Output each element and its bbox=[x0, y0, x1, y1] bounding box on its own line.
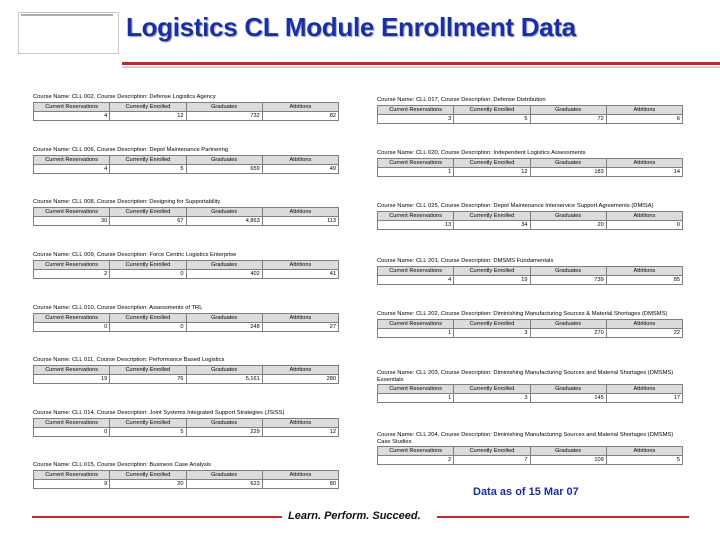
table-cell: 3 bbox=[378, 114, 454, 123]
table-header-row bbox=[34, 313, 339, 322]
table-cell: 4,863 bbox=[186, 216, 262, 225]
column-header: Currently Enrolled bbox=[454, 158, 530, 167]
table-cell: 3 bbox=[454, 394, 530, 403]
column-header: Attritions bbox=[262, 418, 338, 427]
table-cell: 12 bbox=[262, 427, 338, 436]
table-row bbox=[34, 269, 339, 278]
course-block bbox=[377, 203, 683, 230]
course-block bbox=[33, 94, 339, 121]
table-cell: 5 bbox=[110, 427, 186, 436]
table-row bbox=[34, 322, 339, 331]
course-block bbox=[377, 258, 683, 285]
table-cell: 5 bbox=[110, 164, 186, 173]
column-header: Graduates bbox=[530, 211, 606, 220]
column-header: Graduates bbox=[186, 260, 262, 269]
column-header: Currently Enrolled bbox=[110, 365, 186, 374]
table-cell: 49 bbox=[262, 164, 338, 173]
column-header: Current Reservations bbox=[34, 470, 110, 479]
column-header: Currently Enrolled bbox=[110, 260, 186, 269]
column-header: Attritions bbox=[606, 447, 682, 456]
course-caption: Course Name: CLL 204, Course Description: Diminishing Manufacturing Sources and Material Shortages (DMSMS) Case Studies bbox=[377, 432, 674, 445]
table-cell: 2 bbox=[34, 269, 110, 278]
table-row bbox=[34, 479, 339, 488]
table-cell: 248 bbox=[186, 322, 262, 331]
table-cell: 145 bbox=[530, 394, 606, 403]
course-caption: Course Name: CLL 202, Course Description: Diminishing Manufacturing Sources & Material Shortages (DMSMS) bbox=[377, 311, 668, 317]
column-header: Current Reservations bbox=[378, 105, 454, 114]
column-header: Attritions bbox=[262, 102, 338, 111]
table-cell: 6 bbox=[606, 114, 682, 123]
table-cell: 1 bbox=[378, 394, 454, 403]
table-cell: 41 bbox=[262, 269, 338, 278]
column-header: Graduates bbox=[530, 158, 606, 167]
table-cell: 113 bbox=[262, 216, 338, 225]
column-header: Graduates bbox=[530, 447, 606, 456]
table-cell: 12 bbox=[454, 167, 530, 176]
enrollment-table bbox=[377, 105, 683, 124]
table-header-row bbox=[378, 105, 683, 114]
table-header-row bbox=[378, 385, 683, 394]
column-header: Current Reservations bbox=[34, 313, 110, 322]
column-header: Graduates bbox=[186, 155, 262, 164]
table-row bbox=[34, 427, 339, 436]
table-row bbox=[378, 456, 683, 465]
table-row bbox=[34, 164, 339, 173]
table-cell: 17 bbox=[606, 394, 682, 403]
table-header-row bbox=[34, 102, 339, 111]
column-header: Graduates bbox=[530, 266, 606, 275]
page-title: Logistics CL Module Enrollment Data bbox=[126, 12, 576, 42]
table-cell: 0 bbox=[110, 269, 186, 278]
course-block bbox=[377, 311, 683, 338]
course-caption: Course Name: CLL 009, Course Description: Force Centric Logistics Enterprise bbox=[33, 252, 237, 258]
table-row bbox=[378, 394, 683, 403]
course-caption: Course Name: CLL 002, Course Description: Defense Logistics Agency bbox=[33, 94, 216, 100]
enrollment-table bbox=[377, 446, 683, 465]
column-header: Currently Enrolled bbox=[454, 447, 530, 456]
table-cell: 3 bbox=[454, 328, 530, 337]
course-block bbox=[33, 357, 339, 384]
table-row bbox=[34, 374, 339, 383]
table-header-row bbox=[378, 211, 683, 220]
table-cell: 20 bbox=[110, 479, 186, 488]
table-header-row bbox=[34, 155, 339, 164]
table-cell: 270 bbox=[530, 328, 606, 337]
column-header: Graduates bbox=[186, 418, 262, 427]
table-header-row bbox=[34, 470, 339, 479]
enrollment-table bbox=[33, 365, 339, 384]
table-row bbox=[378, 114, 683, 123]
table-cell: 14 bbox=[606, 167, 682, 176]
column-header: Currently Enrolled bbox=[110, 155, 186, 164]
course-block bbox=[33, 462, 339, 489]
column-header: Currently Enrolled bbox=[110, 313, 186, 322]
table-cell: 0 bbox=[34, 427, 110, 436]
course-block bbox=[377, 150, 683, 177]
column-header: Current Reservations bbox=[34, 260, 110, 269]
column-header: Attritions bbox=[262, 155, 338, 164]
column-header: Graduates bbox=[186, 207, 262, 216]
course-caption: Course Name: CLL 020, Course Description: Independent Logistics Assessments bbox=[377, 150, 586, 156]
table-cell: 280 bbox=[262, 374, 338, 383]
table-cell: 229 bbox=[186, 427, 262, 436]
column-header: Attritions bbox=[262, 207, 338, 216]
course-caption: Course Name: CLL 008, Course Description: Designing for Supportability bbox=[33, 199, 221, 205]
column-header: Current Reservations bbox=[378, 158, 454, 167]
table-cell: 20 bbox=[530, 220, 606, 229]
table-row bbox=[378, 275, 683, 284]
column-header: Attritions bbox=[606, 319, 682, 328]
column-header: Attritions bbox=[606, 266, 682, 275]
column-header: Attritions bbox=[262, 470, 338, 479]
course-block bbox=[33, 305, 339, 332]
column-header: Current Reservations bbox=[378, 266, 454, 275]
table-cell: 402 bbox=[186, 269, 262, 278]
table-cell: 19 bbox=[34, 374, 110, 383]
footer-rule-left bbox=[32, 516, 282, 518]
table-cell: 22 bbox=[606, 328, 682, 337]
enrollment-table bbox=[377, 211, 683, 230]
table-cell: 72 bbox=[530, 114, 606, 123]
course-block bbox=[33, 410, 339, 437]
data-as-of-note: Data as of 15 Mar 07 bbox=[473, 486, 579, 498]
table-cell: 85 bbox=[606, 275, 682, 284]
column-header: Graduates bbox=[186, 365, 262, 374]
column-header: Currently Enrolled bbox=[454, 266, 530, 275]
column-header: Currently Enrolled bbox=[454, 385, 530, 394]
table-header-row bbox=[34, 418, 339, 427]
table-header-row bbox=[378, 158, 683, 167]
column-header: Current Reservations bbox=[378, 211, 454, 220]
course-caption: Course Name: CLL 015, Course Description: Business Case Analysis bbox=[33, 462, 211, 468]
column-header: Current Reservations bbox=[378, 447, 454, 456]
column-header: Graduates bbox=[186, 102, 262, 111]
table-cell: 7 bbox=[454, 456, 530, 465]
enrollment-table bbox=[377, 266, 683, 285]
enrollment-table bbox=[33, 207, 339, 226]
enrollment-table bbox=[33, 102, 339, 121]
table-cell: 5,161 bbox=[186, 374, 262, 383]
table-header-row bbox=[34, 365, 339, 374]
course-caption: Course Name: CLL 014, Course Description: Joint Systems Integrated Support Strategies (JSISS) bbox=[33, 410, 285, 416]
column-header: Attritions bbox=[606, 385, 682, 394]
column-header: Attritions bbox=[262, 313, 338, 322]
table-row bbox=[34, 216, 339, 225]
table-cell: 1 bbox=[378, 328, 454, 337]
enrollment-table bbox=[377, 158, 683, 177]
table-header-row bbox=[34, 260, 339, 269]
table-cell: 623 bbox=[186, 479, 262, 488]
enrollment-table bbox=[33, 260, 339, 279]
table-cell: 27 bbox=[262, 322, 338, 331]
course-block bbox=[377, 432, 683, 465]
column-header: Currently Enrolled bbox=[454, 211, 530, 220]
column-header: Currently Enrolled bbox=[110, 418, 186, 427]
column-header: Graduates bbox=[530, 385, 606, 394]
column-header: Current Reservations bbox=[34, 207, 110, 216]
table-cell: 12 bbox=[110, 111, 186, 120]
enrollment-table bbox=[33, 418, 339, 437]
table-cell: 4 bbox=[34, 111, 110, 120]
table-cell: 4 bbox=[34, 164, 110, 173]
column-header: Current Reservations bbox=[378, 319, 454, 328]
course-caption: Course Name: CLL 203, Course Description: Diminishing Manufacturing Sources and Material Shortages (DMSMS) Essentials bbox=[377, 370, 674, 383]
course-block bbox=[377, 370, 683, 403]
course-block bbox=[33, 199, 339, 226]
column-header: Current Reservations bbox=[378, 385, 454, 394]
table-cell: 183 bbox=[530, 167, 606, 176]
table-row bbox=[378, 167, 683, 176]
course-caption: Course Name: CLL 025, Course Description: Depot Maintenance Interservice Support Agreements (DMISA) bbox=[377, 203, 654, 209]
table-header-row bbox=[378, 266, 683, 275]
footer-tagline: Learn. Perform. Succeed. bbox=[288, 510, 421, 522]
logo-image bbox=[18, 12, 119, 54]
course-caption: Course Name: CLL 006, Course Description: Depot Maintenance Partnering bbox=[33, 147, 229, 153]
title-rule-red bbox=[122, 62, 720, 65]
table-header-row bbox=[378, 447, 683, 456]
table-cell: 76 bbox=[110, 374, 186, 383]
table-cell: 2 bbox=[378, 456, 454, 465]
footer-rule-right bbox=[437, 516, 689, 518]
table-cell: 0 bbox=[606, 220, 682, 229]
column-header: Graduates bbox=[186, 313, 262, 322]
table-header-row bbox=[34, 207, 339, 216]
table-row bbox=[378, 220, 683, 229]
column-header: Attritions bbox=[606, 105, 682, 114]
enrollment-table bbox=[377, 319, 683, 338]
course-block bbox=[33, 147, 339, 174]
table-cell: 0 bbox=[110, 322, 186, 331]
course-caption: Course Name: CLL 201, Course Description: DMSMS Fundamentals bbox=[377, 258, 554, 264]
column-header: Attritions bbox=[606, 211, 682, 220]
table-cell: 659 bbox=[186, 164, 262, 173]
table-cell: 30 bbox=[34, 216, 110, 225]
table-cell: 109 bbox=[530, 456, 606, 465]
column-header: Currently Enrolled bbox=[110, 470, 186, 479]
table-cell: 0 bbox=[34, 322, 110, 331]
table-cell: 67 bbox=[110, 216, 186, 225]
column-header: Currently Enrolled bbox=[454, 105, 530, 114]
table-cell: 80 bbox=[262, 479, 338, 488]
table-cell: 4 bbox=[378, 275, 454, 284]
course-caption: Course Name: CLL 010, Course Description: Assessments of TRL bbox=[33, 305, 203, 311]
logo-fine-print bbox=[21, 14, 113, 16]
table-row bbox=[378, 328, 683, 337]
table-cell: 19 bbox=[454, 275, 530, 284]
column-header: Graduates bbox=[530, 319, 606, 328]
table-header-row bbox=[378, 319, 683, 328]
title-rule-grey bbox=[122, 66, 720, 68]
table-cell: 732 bbox=[186, 111, 262, 120]
course-block bbox=[377, 97, 683, 124]
column-header: Currently Enrolled bbox=[110, 102, 186, 111]
table-cell: 82 bbox=[262, 111, 338, 120]
column-header: Currently Enrolled bbox=[110, 207, 186, 216]
course-block bbox=[33, 252, 339, 279]
column-header: Current Reservations bbox=[34, 155, 110, 164]
column-header: Attritions bbox=[262, 260, 338, 269]
column-header: Currently Enrolled bbox=[454, 319, 530, 328]
enrollment-table bbox=[33, 313, 339, 332]
column-header: Graduates bbox=[530, 105, 606, 114]
column-header: Current Reservations bbox=[34, 102, 110, 111]
column-header: Current Reservations bbox=[34, 365, 110, 374]
column-header: Current Reservations bbox=[34, 418, 110, 427]
table-cell: 739 bbox=[530, 275, 606, 284]
column-header: Attritions bbox=[262, 365, 338, 374]
table-cell: 5 bbox=[454, 114, 530, 123]
enrollment-table bbox=[33, 155, 339, 174]
table-row bbox=[34, 111, 339, 120]
table-cell: 5 bbox=[606, 456, 682, 465]
course-caption: Course Name: CLL 017, Course Description: Defense Distribution bbox=[377, 97, 546, 103]
course-caption: Course Name: CLL 011, Course Description: Performance Based Logistics bbox=[33, 357, 225, 363]
table-cell: 34 bbox=[454, 220, 530, 229]
table-cell: 13 bbox=[378, 220, 454, 229]
enrollment-table bbox=[377, 384, 683, 403]
enrollment-table bbox=[33, 470, 339, 489]
column-header: Attritions bbox=[606, 158, 682, 167]
table-cell: 1 bbox=[378, 167, 454, 176]
column-header: Graduates bbox=[186, 470, 262, 479]
table-cell: 9 bbox=[34, 479, 110, 488]
